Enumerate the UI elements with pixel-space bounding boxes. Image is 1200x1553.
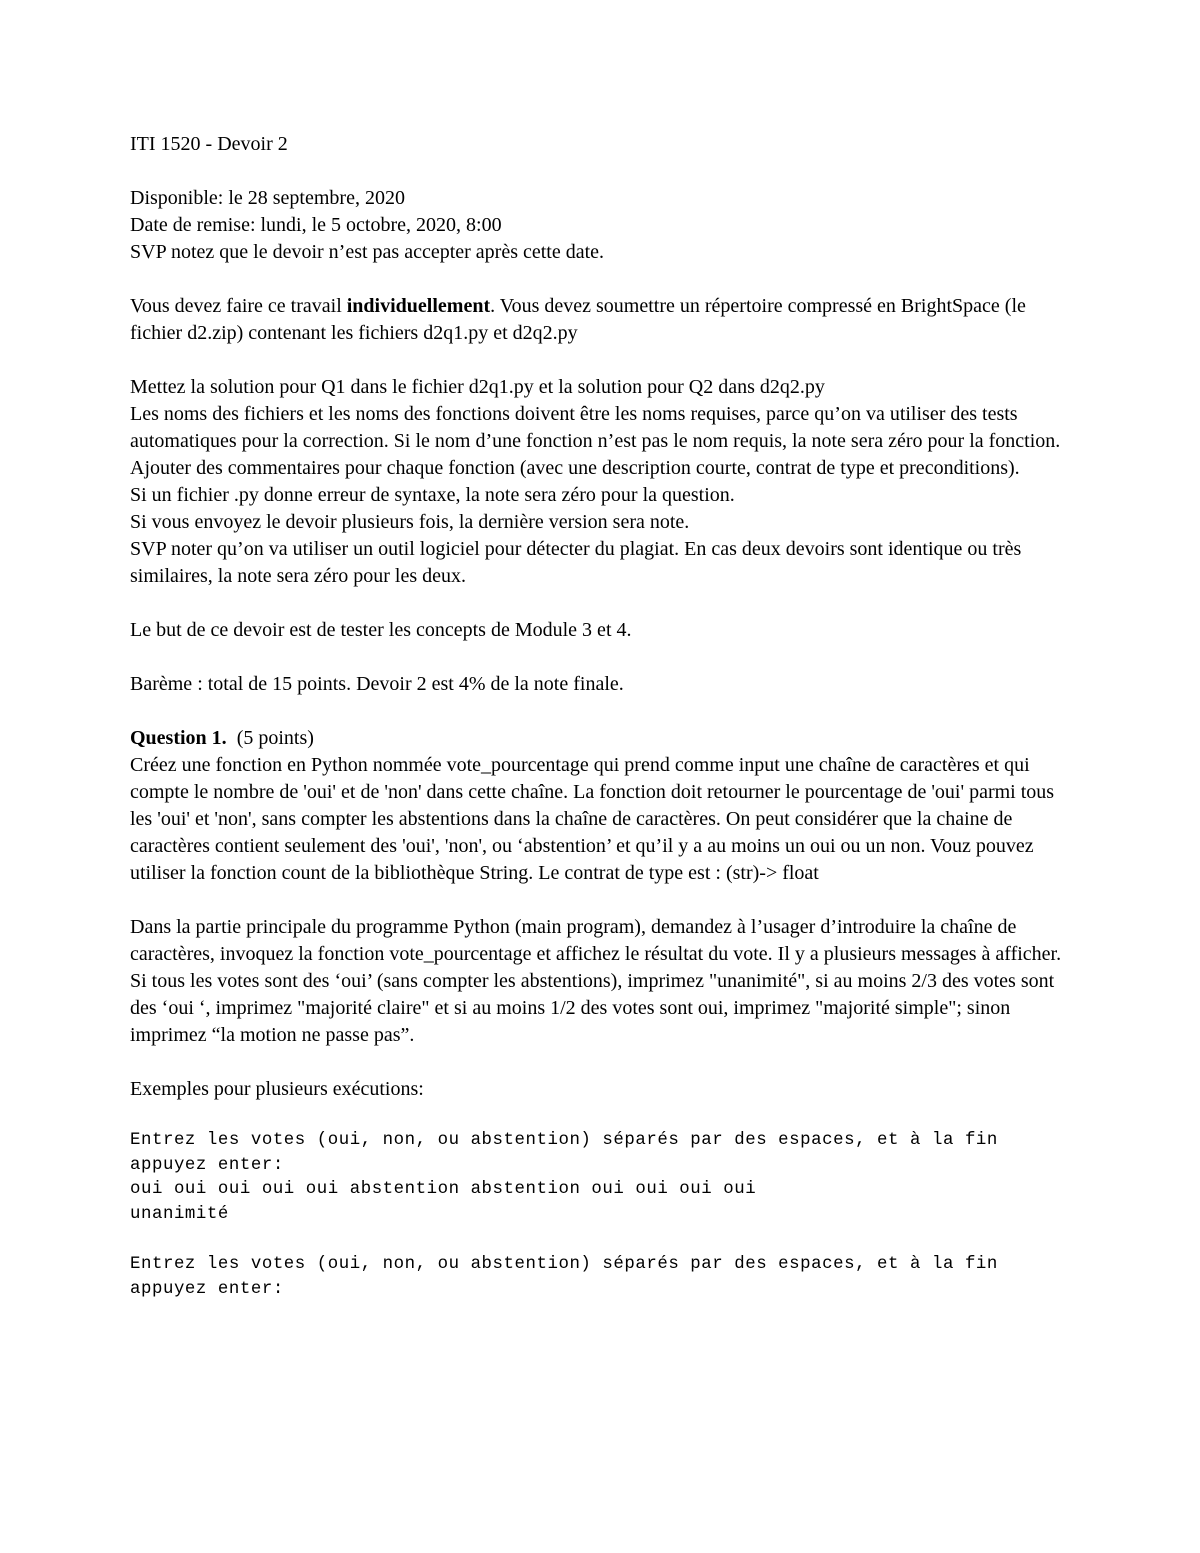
submission-paragraph [130, 293, 1070, 347]
example-run-2: Entrez les votes (oui, non, ou abstention) séparés par des espaces, et à la fin appuyez enter: [130, 1255, 1009, 1299]
question1-points: (5 points) [226, 727, 314, 749]
examples-label: Exemples pour plusieurs exécutions: [130, 1078, 424, 1100]
instruction-names: Les noms des fichiers et les noms des fonctions doivent être les noms requises, parce qu’on va utiliser des tests automatiques pour la correction. Si le nom d’une fonction n’est pas le nom requis, la note sera zéro pour la fonction. [130, 403, 1061, 452]
question1-heading [130, 725, 1070, 752]
instruction-plagiarism: SVP noter qu’on va utiliser un outil logiciel pour détecter du plagiat. En cas deux devoirs sont identique ou très similaires, la note sera zéro pour les deux. [130, 538, 1022, 587]
due-date: Date de remise: lundi, le 5 octobre, 2020, 8:00 [130, 214, 502, 236]
document-title: ITI 1520 - Devoir 2 [130, 133, 288, 155]
instruction-resubmit: Si vous envoyez le devoir plusieurs fois, la dernière version sera note. [130, 511, 690, 533]
submission-text-start: Vous devez faire ce travail [130, 295, 347, 317]
submission-text-end: . Vous devez soumettre un répertoire compressé en BrightSpace (le fichier d2.zip) contenant les fichiers d2q1.py et d2q2.py [130, 295, 1026, 344]
question1-body: Créez une fonction en Python nommée vote_pourcentage qui prend comme input une chaîne de caractères et qui compte le nombre de 'oui' et de 'non' dans cette chaîne. La fonction doit retourner le pourcentage de 'oui' parmi tous les 'oui' et 'non', sans compter les abstentions dans la chaîne de caractères. On peut considérer que la chaine de caractères contient seulement des 'oui', 'non', ou ‘abstention’ et qu’il y a au moins un oui ou un non. Vouz pouvez utiliser la fonction count de la bibliothèque String. Le contrat de type est : (str)-> float [130, 754, 1055, 884]
available-date: Disponible: le 28 septembre, 2020 [130, 187, 405, 209]
instruction-syntax: Si un fichier .py donne erreur de syntaxe, la note sera zéro pour la question. [130, 484, 735, 506]
late-note: SVP notez que le devoir n’est pas accepter après cette date. [130, 241, 605, 263]
document-page [130, 131, 1070, 1302]
example-run-1: Entrez les votes (oui, non, ou abstention) séparés par des espaces, et à la fin appuyez enter: oui oui oui oui oui abstention abstention oui oui oui oui unanimité [130, 1131, 998, 1224]
assignment-goal: Le but de ce devoir est de tester les concepts de Module 3 et 4. [130, 619, 632, 641]
grading-scheme: Barème : total de 15 points. Devoir 2 est 4% de la note finale. [130, 673, 624, 695]
question1-main-program: Dans la partie principale du programme Python (main program), demandez à l’usager d’introduire la chaîne de caractères, invoquez la fonction vote_pourcentage et affichez le résultat du vote. Il y a plusieurs messages à afficher. Si tous les votes sont des ‘oui’ (sans compter les abstentions), imprimez "unanimité", si au moins 2/3 des votes sont des ‘oui ‘, imprimez "majorité claire" et si au moins 1/2 des votes sont oui, imprimez "majorité simple"; sinon imprimez “la motion ne passe pas”. [130, 916, 1062, 1046]
instruction-comments: Ajouter des commentaires pour chaque fonction (avec une description courte, contrat de type et preconditions). [130, 457, 1020, 479]
question1-label: Question 1. [130, 727, 227, 749]
submission-bold-word: individuellement [346, 295, 491, 317]
instruction-solution-files: Mettez la solution pour Q1 dans le fichier d2q1.py et la solution pour Q2 dans d2q2.py [130, 376, 825, 398]
